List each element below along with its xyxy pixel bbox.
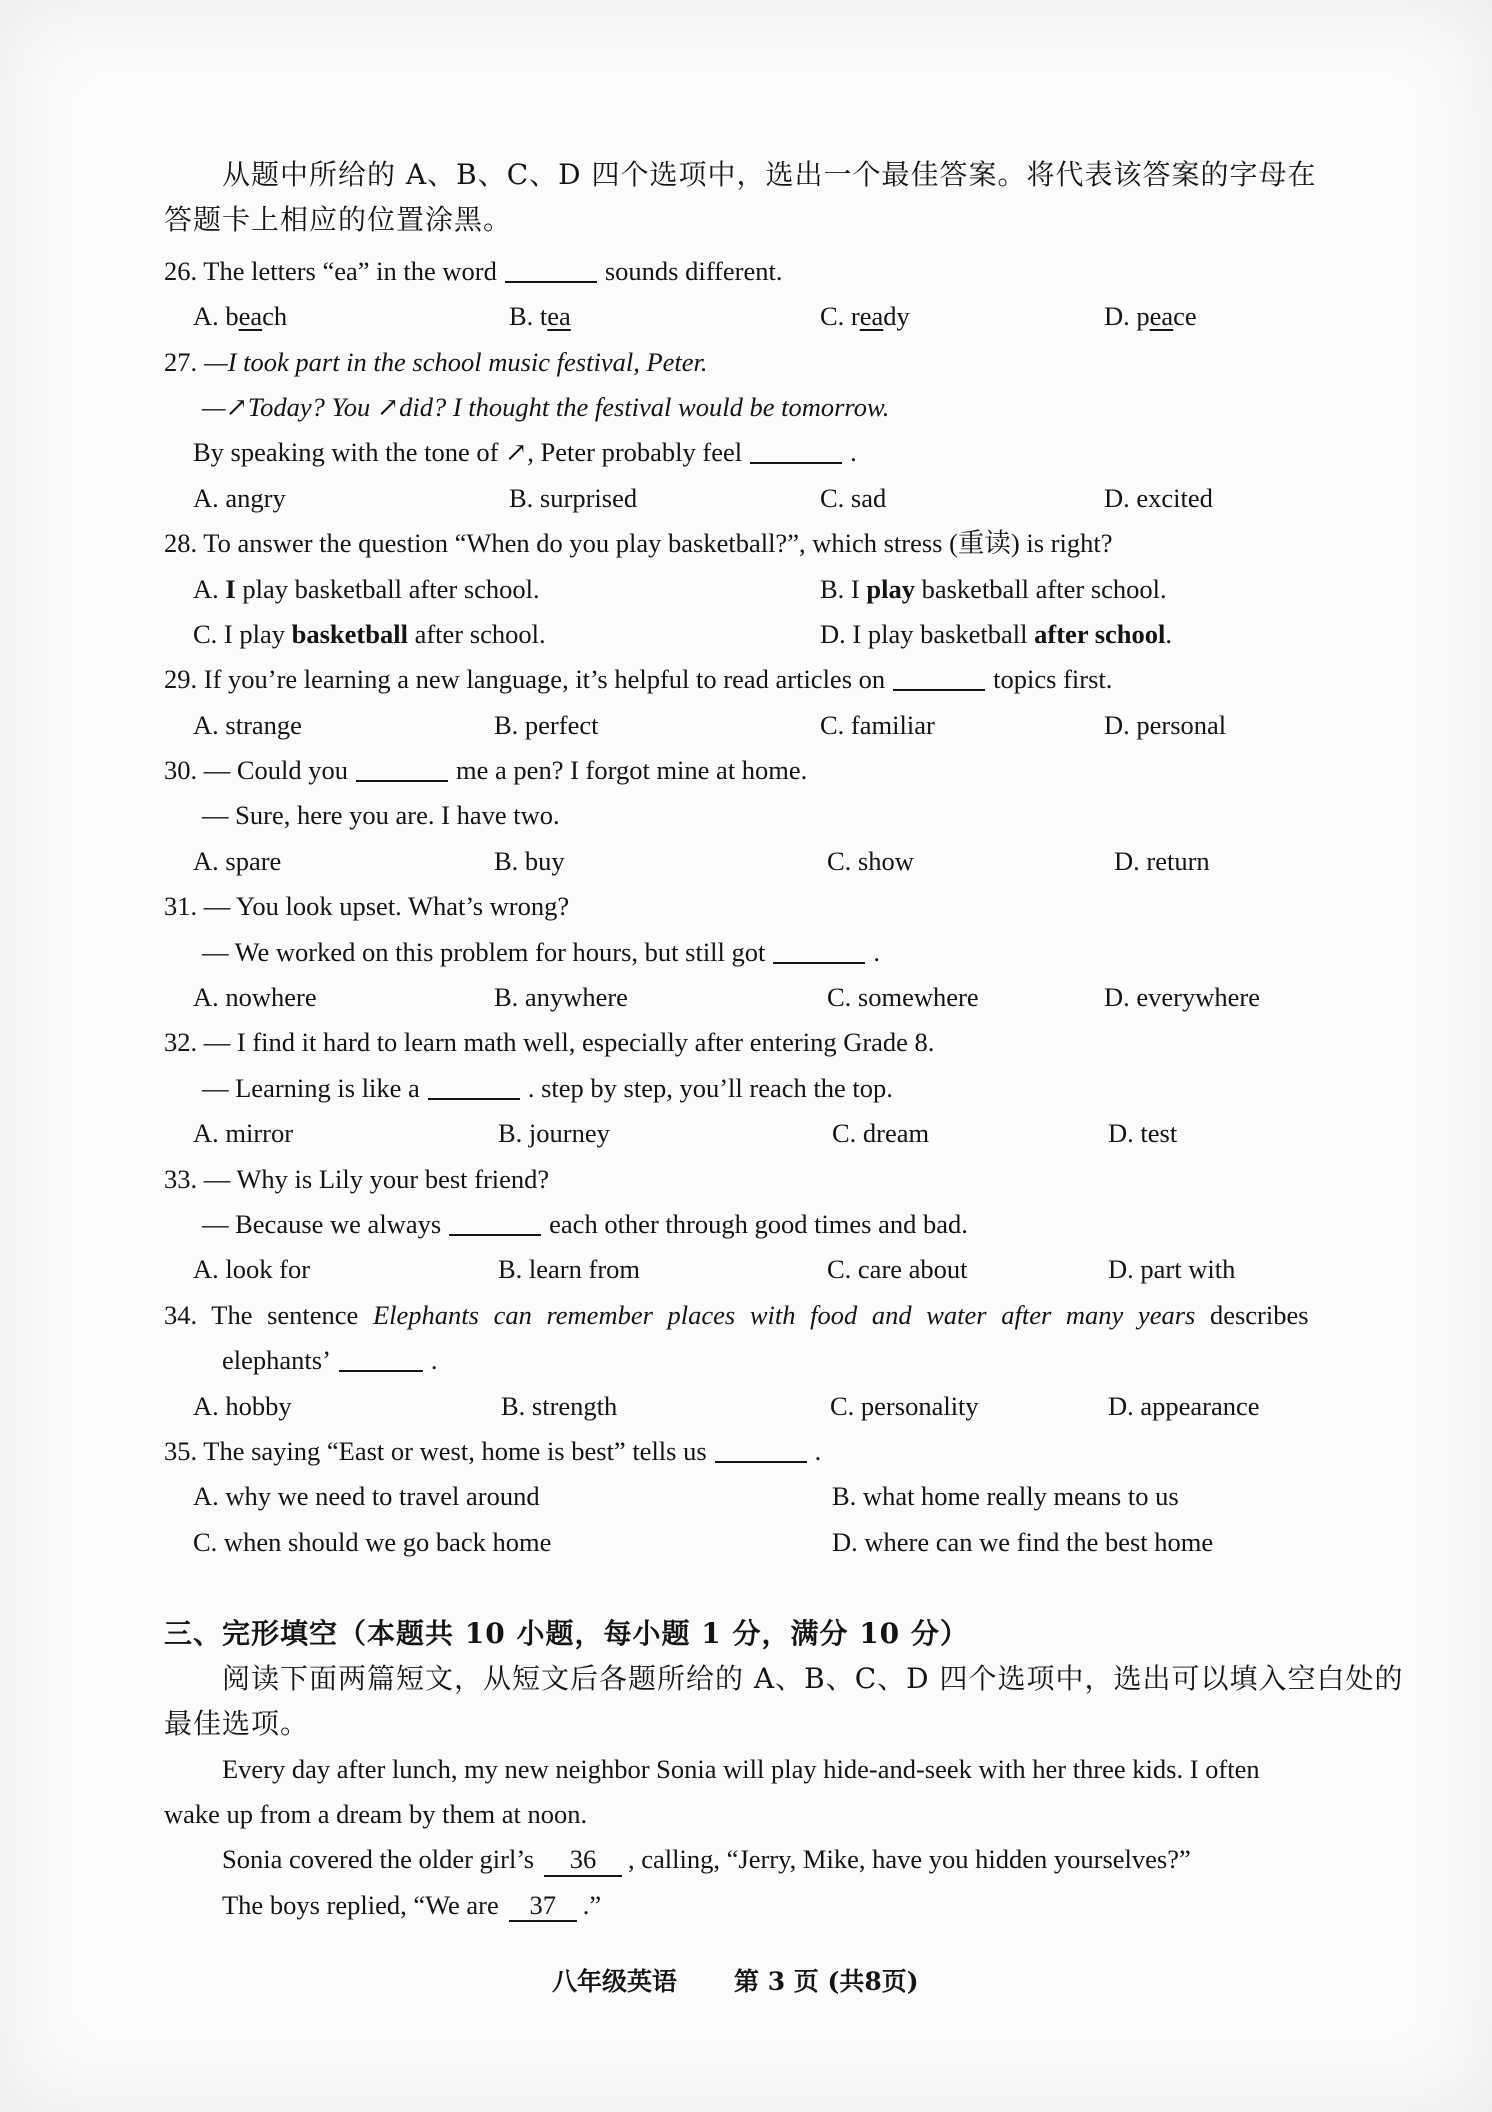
option-label: B. t xyxy=(509,301,548,332)
question-text: 35. The saying “East or west, home is best” tells us xyxy=(164,1435,707,1466)
page-content xyxy=(0,152,1492,1928)
question-text: 26. The letters “ea” in the word xyxy=(164,255,497,286)
passage-text: .” xyxy=(582,1889,602,1920)
stressed-word: play xyxy=(866,573,915,604)
dialogue-line: —↗Today? You ↗did? I thought the festival would be tomorrow. xyxy=(202,391,890,422)
question-text: . xyxy=(814,1435,822,1466)
question-30 xyxy=(0,748,1492,793)
passage-line-1 xyxy=(0,1747,1492,1792)
question-text: elephants’ xyxy=(222,1345,331,1376)
option-label: D. p xyxy=(1104,301,1150,332)
question-35-options-row-1 xyxy=(0,1474,1492,1519)
passage-line-2 xyxy=(0,1792,1492,1837)
question-text: 31. — You look upset. What’s wrong? xyxy=(164,891,570,922)
option-a: A. nowhere xyxy=(193,982,317,1013)
option-d: D. appearance xyxy=(1108,1390,1260,1421)
option-c: C. familiar xyxy=(820,709,935,740)
footer-page-number: 第 3 页 (共8页) xyxy=(734,1967,919,1996)
passage-text: The boys replied, “We are xyxy=(222,1889,499,1920)
question-34-options xyxy=(0,1384,1492,1429)
question-30-text xyxy=(164,748,807,793)
option-b: B. anywhere xyxy=(494,982,628,1013)
option-label: B. I xyxy=(820,573,867,604)
option-d: D. test xyxy=(1108,1118,1178,1149)
question-34-text xyxy=(164,1293,1309,1338)
option-a: A. look for xyxy=(193,1254,311,1285)
option-a: A. angry xyxy=(193,482,286,513)
option-d xyxy=(1104,294,1197,339)
passage-line-3 xyxy=(0,1837,1492,1882)
page-footer xyxy=(0,1962,1492,2002)
option-b: B. perfect xyxy=(494,709,599,740)
option-c xyxy=(820,294,910,339)
option-label: ch xyxy=(262,301,288,332)
option-a: A. hobby xyxy=(193,1390,292,1421)
question-27-prompt xyxy=(0,430,1492,475)
instructions-text: 答题卡上相应的位置涂黑。 xyxy=(164,203,513,237)
answer-blank xyxy=(505,281,597,283)
option-d: D. excited xyxy=(1104,482,1213,513)
question-text: 28. To answer the question “When do you play basketball?”, which stress (重读) is right? xyxy=(164,528,1113,559)
underlined-letters: ea xyxy=(238,301,263,332)
section-3-title xyxy=(0,1611,1492,1656)
question-32 xyxy=(0,1020,1492,1065)
instructions-text: 最佳选项。 xyxy=(164,1707,310,1741)
answer-blank xyxy=(428,1098,520,1100)
question-27-reply xyxy=(0,385,1492,430)
stressed-word: after school xyxy=(1034,618,1166,649)
question-text: . xyxy=(850,437,857,468)
dialogue-line: — Learning is like a xyxy=(202,1072,420,1103)
passage-line-4 xyxy=(0,1883,1492,1928)
question-35-text xyxy=(164,1429,821,1474)
option-a: A. why we need to travel around xyxy=(193,1481,540,1512)
passage-line-3-text xyxy=(222,1837,1191,1882)
option-c: C. sad xyxy=(820,482,887,513)
passage-line-4-text xyxy=(222,1883,601,1928)
question-text: describes xyxy=(1195,1299,1309,1330)
option-label: C. I play xyxy=(193,618,292,649)
answer-blank xyxy=(773,962,865,964)
option-label: ce xyxy=(1173,301,1197,332)
question-text: 32. — I find it hard to learn math well, especially after entering Grade 8. xyxy=(164,1027,935,1058)
dialogue-line: . step by step, you’ll reach the top. xyxy=(527,1072,893,1103)
answer-blank xyxy=(750,462,842,464)
option-b xyxy=(820,567,1167,612)
question-32-options xyxy=(0,1111,1492,1156)
question-34-continued xyxy=(0,1338,1492,1383)
question-text: 30. — Could you xyxy=(164,755,349,786)
option-d: D. return xyxy=(1114,845,1210,876)
question-27-options xyxy=(0,476,1492,521)
section-title: 三、完形填空（本题共 10 小题，每小题 1 分，满分 10 分） xyxy=(164,1616,969,1650)
dialogue-line: —I took part in the school music festival, Peter. xyxy=(204,346,708,377)
option-label: A. xyxy=(193,573,226,604)
question-32-reply-text xyxy=(202,1066,893,1111)
question-29 xyxy=(0,657,1492,702)
option-label: play basketball after school. xyxy=(235,573,540,604)
option-d xyxy=(820,612,1172,657)
passage-text: Sonia covered the older girl’s xyxy=(222,1844,535,1875)
option-a: A. spare xyxy=(193,845,282,876)
answer-blank xyxy=(715,1461,807,1463)
stressed-word: basketball xyxy=(291,618,408,649)
question-31-reply xyxy=(0,930,1492,975)
instructions-line-2 xyxy=(0,197,1492,242)
question-29-options xyxy=(0,703,1492,748)
passage-text: Every day after lunch, my new neighbor Sonia will play hide-and-seek with her three kids. I often xyxy=(222,1753,1260,1784)
option-b: B. buy xyxy=(494,845,565,876)
question-27 xyxy=(0,340,1492,385)
question-35-options-row-2 xyxy=(0,1520,1492,1565)
dialogue-line: — We worked on this problem for hours, but still got xyxy=(202,936,766,967)
passage-text: wake up from a dream by them at noon. xyxy=(164,1799,588,1830)
question-35 xyxy=(0,1429,1492,1474)
section-3-instructions-1 xyxy=(0,1656,1492,1701)
option-label: dy xyxy=(883,301,910,332)
answer-blank xyxy=(356,780,448,782)
spacer xyxy=(0,1565,1492,1610)
option-a: A. strange xyxy=(193,709,302,740)
option-c: C. show xyxy=(827,845,914,876)
question-26-options xyxy=(0,294,1492,339)
numbered-blank-36: 36 xyxy=(544,1844,622,1876)
dialogue-line: . xyxy=(873,936,881,967)
question-text: By speaking with the tone of ↗, Peter probably feel xyxy=(193,437,743,468)
stressed-word: I xyxy=(225,573,236,604)
option-d: D. where can we find the best home xyxy=(832,1526,1214,1557)
option-c: C. dream xyxy=(832,1118,930,1149)
option-a: A. mirror xyxy=(193,1118,294,1149)
option-b: B. what home really means to us xyxy=(832,1481,1179,1512)
option-d: D. part with xyxy=(1108,1254,1236,1285)
passage-text: , calling, “Jerry, Mike, have you hidden yourselves?” xyxy=(628,1844,1191,1875)
underlined-letters: ea xyxy=(1149,301,1174,332)
question-28-options-row-1 xyxy=(0,567,1492,612)
question-27-text xyxy=(164,340,708,385)
question-text: 29. If you’re learning a new language, it’s helpful to read articles on xyxy=(164,664,886,695)
question-number: 27. xyxy=(164,346,198,377)
option-label: D. I play basketball xyxy=(820,618,1035,649)
footer-subject: 八年级英语 xyxy=(552,1967,678,1996)
question-text: 34. The sentence xyxy=(164,1299,373,1330)
option-c: C. somewhere xyxy=(827,982,979,1013)
option-b xyxy=(509,294,571,339)
option-c xyxy=(193,612,546,657)
question-text: topics first. xyxy=(993,664,1113,695)
numbered-blank-37: 37 xyxy=(509,1890,577,1922)
dialogue-line: — Because we always xyxy=(202,1208,442,1239)
option-a xyxy=(193,567,540,612)
question-34 xyxy=(0,1293,1492,1338)
question-28-options-row-2 xyxy=(0,612,1492,657)
option-b: B. learn from xyxy=(498,1254,641,1285)
option-b: B. surprised xyxy=(509,482,638,513)
answer-blank xyxy=(339,1370,423,1372)
question-text: 33. — Why is Lily your best friend? xyxy=(164,1163,550,1194)
option-d: D. everywhere xyxy=(1104,982,1260,1013)
option-label: . xyxy=(1165,618,1173,649)
question-30-options xyxy=(0,839,1492,884)
option-c: C. when should we go back home xyxy=(193,1526,552,1557)
option-c: C. personality xyxy=(830,1390,979,1421)
answer-blank xyxy=(449,1234,541,1236)
dialogue-line: each other through good times and bad. xyxy=(549,1208,968,1239)
question-31-options xyxy=(0,975,1492,1020)
instructions-text: 阅读下面两篇短文，从短文后各题所给的 A、B、C、D 四个选项中，选出可以填入空白处的 xyxy=(222,1661,1404,1695)
question-text: . xyxy=(430,1345,438,1376)
underlined-letters: ea xyxy=(859,301,884,332)
instructions-line-1 xyxy=(0,152,1492,197)
dialogue-line: — Sure, here you are. I have two. xyxy=(202,800,560,831)
question-26 xyxy=(0,249,1492,294)
option-label: C. r xyxy=(820,301,860,332)
section-3-instructions-2 xyxy=(0,1701,1492,1746)
option-b: B. strength xyxy=(501,1390,618,1421)
instructions-text: 从题中所给的 A、B、C、D 四个选项中，选出一个最佳答案。将代表该答案的字母在 xyxy=(222,158,1317,191)
option-label: after school. xyxy=(407,618,546,649)
question-28 xyxy=(0,521,1492,566)
question-27-prompt-text xyxy=(193,430,857,475)
question-31-reply-text xyxy=(202,930,880,975)
option-a xyxy=(193,294,287,339)
option-c: C. care about xyxy=(827,1254,968,1285)
option-d: D. personal xyxy=(1104,709,1227,740)
question-29-text xyxy=(164,657,1112,702)
underlined-letters: ea xyxy=(547,301,571,332)
question-33-options xyxy=(0,1247,1492,1292)
option-label: A. b xyxy=(193,301,239,332)
option-b: B. journey xyxy=(498,1118,610,1149)
question-26-text xyxy=(164,249,782,294)
question-33-reply-text xyxy=(202,1202,968,1247)
question-32-reply xyxy=(0,1066,1492,1111)
quoted-sentence: Elephants can remember places with food and water after many years xyxy=(372,1299,1196,1330)
question-text: me a pen? I forgot mine at home. xyxy=(456,755,808,786)
question-30-reply xyxy=(0,793,1492,838)
question-33-reply xyxy=(0,1202,1492,1247)
question-text: sounds different. xyxy=(604,255,783,286)
option-label: basketball after school. xyxy=(914,573,1167,604)
question-31 xyxy=(0,884,1492,929)
question-34-continued-text xyxy=(222,1338,438,1383)
question-33 xyxy=(0,1157,1492,1202)
answer-blank xyxy=(893,689,985,691)
